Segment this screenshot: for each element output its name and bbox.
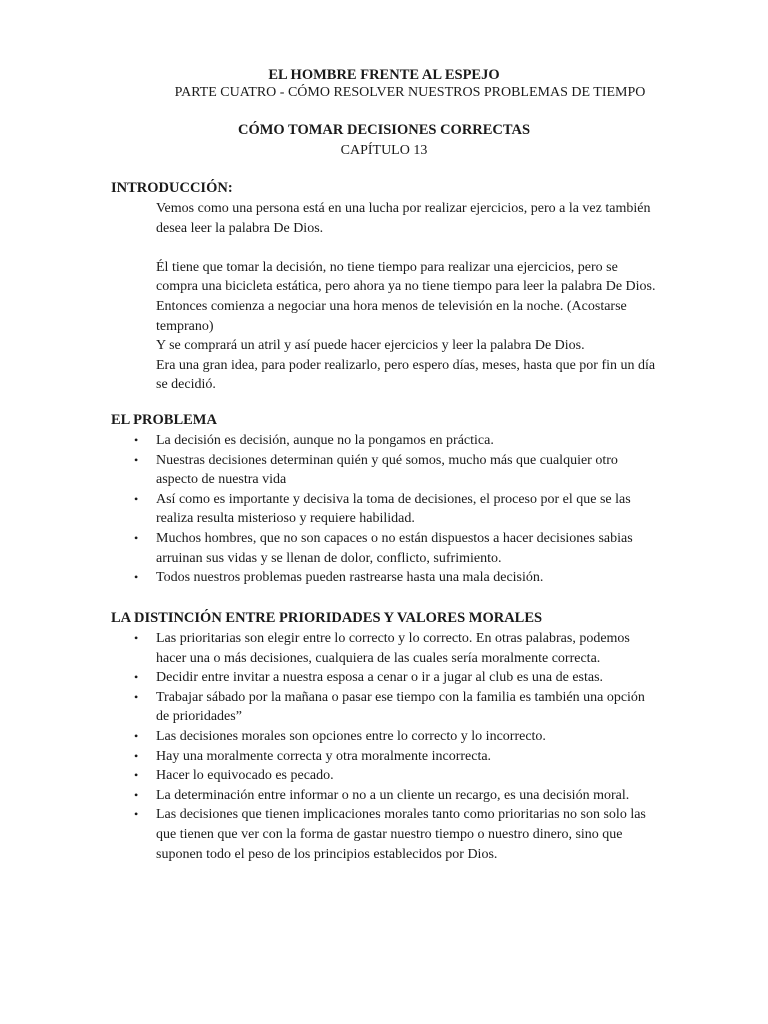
list-item-text: La decisión es decisión, aunque no la pongamos en práctica. xyxy=(156,433,494,448)
list-item xyxy=(134,805,661,864)
bullet-icon: • xyxy=(134,807,139,822)
list-item xyxy=(134,529,661,568)
bullet-icon: • xyxy=(134,530,139,545)
list-item xyxy=(134,490,661,529)
bullet-icon: • xyxy=(134,787,139,802)
intro-paragraph: Él tiene que tomar la decisión, no tiene tiempo para realizar una ejercicios, pero se compra una bicicleta estática, pero ahora ya no tiene tiempo para leer la palabra De Dios. Entonces comienza a negociar una hora menos de televisión en la noche. (Acostarse temprano) xyxy=(156,259,656,334)
distinction-list xyxy=(134,629,661,864)
document-subtitle: PARTE CUATRO - CÓMO RESOLVER NUESTROS PROBLEMAS DE TIEMPO xyxy=(174,85,646,100)
list-item xyxy=(134,629,661,668)
introduction-heading: INTRODUCCIÓN: xyxy=(111,180,233,196)
bullet-icon: • xyxy=(134,748,139,763)
list-item-text: Trabajar sábado por la mañana o pasar ese tiempo con la familia es también una opción de prioridades” xyxy=(156,689,645,725)
chapter-title: CÓMO TOMAR DECISIONES CORRECTAS xyxy=(237,122,531,138)
list-item-text: Todos nuestros problemas pueden rastrearse hasta una mala decisión. xyxy=(156,570,544,586)
list-item xyxy=(134,688,661,727)
bullet-icon: • xyxy=(134,452,139,467)
list-item-text: Así como es importante y decisiva la toma de decisiones, el proceso por el que se las realiza resulta misterioso y requiere habilidad. xyxy=(156,491,631,527)
bullet-icon: • xyxy=(134,570,139,585)
bullet-icon: • xyxy=(134,689,139,704)
problem-list xyxy=(134,431,661,588)
list-item-text: Decidir entre invitar a nuestra esposa a cenar o ir a jugar al club es una de estas. xyxy=(156,670,604,686)
list-item-text: Hacer lo equivocado es pecado. xyxy=(156,768,334,784)
list-item xyxy=(134,668,661,688)
document-title: EL HOMBRE FRENTE AL ESPEJO xyxy=(268,67,500,83)
bullet-icon: • xyxy=(134,491,139,506)
list-item xyxy=(134,568,661,588)
intro-paragraph: Vemos como una persona está en una lucha por realizar ejercicios, pero a la vez también desea leer la palabra De Dios. xyxy=(156,201,651,236)
list-item-text: Hay una moralmente correcta y otra moralmente incorrecta. xyxy=(156,748,492,764)
distinction-heading: LA DISTINCIÓN ENTRE PRIORIDADES Y VALORES MORALES xyxy=(111,610,543,626)
bullet-icon: • xyxy=(134,728,139,743)
list-item-text: Las decisiones que tienen implicaciones morales tanto como prioritarias no son solo las que tienen que ver con la forma de gastar nuestro tiempo o nuestro dinero, sino que suponen todo el peso de los principios establecidos por Dios. xyxy=(156,807,646,862)
list-item xyxy=(134,727,661,747)
list-item xyxy=(134,431,661,451)
list-item-text: La determinación entre informar o no a un cliente un recargo, es una decisión moral. xyxy=(156,787,630,803)
list-item xyxy=(134,766,661,786)
problem-heading: EL PROBLEMA xyxy=(111,412,217,428)
list-item-text: Las prioritarias son elegir entre lo correcto y lo correcto. En otras palabras, podemos hacer una o más decisiones, cualquiera de las cuales sería moralmente correcta. xyxy=(156,631,630,666)
bullet-icon: • xyxy=(134,670,139,685)
intro-paragraph: Era una gran idea, para poder realizarlo, pero espero días, meses, hasta que por fin un día se decidió. xyxy=(156,357,656,393)
intro-paragraph: Y se comprará un atril y así puede hacer ejercicios y leer la palabra De Dios. xyxy=(156,338,585,354)
chapter-number: CAPÍTULO 13 xyxy=(340,143,428,158)
bullet-icon: • xyxy=(134,768,139,783)
list-item-text: Muchos hombres, que no son capaces o no están dispuestos a hacer decisiones sabias arruinan sus vidas y se llenan de dolor, conflicto, sufrimiento. xyxy=(156,530,633,566)
list-item-text: Nuestras decisiones determinan quién y qué somos, mucho más que cualquier otro aspecto de nuestra vida xyxy=(156,452,618,488)
bullet-icon: • xyxy=(134,631,139,645)
bullet-icon: • xyxy=(134,433,139,447)
introduction-body xyxy=(156,199,661,395)
list-item xyxy=(134,451,661,490)
list-item-text: Las decisiones morales son opciones entre lo correcto y lo incorrecto. xyxy=(156,728,546,744)
list-item xyxy=(134,786,661,806)
list-item xyxy=(134,747,661,767)
